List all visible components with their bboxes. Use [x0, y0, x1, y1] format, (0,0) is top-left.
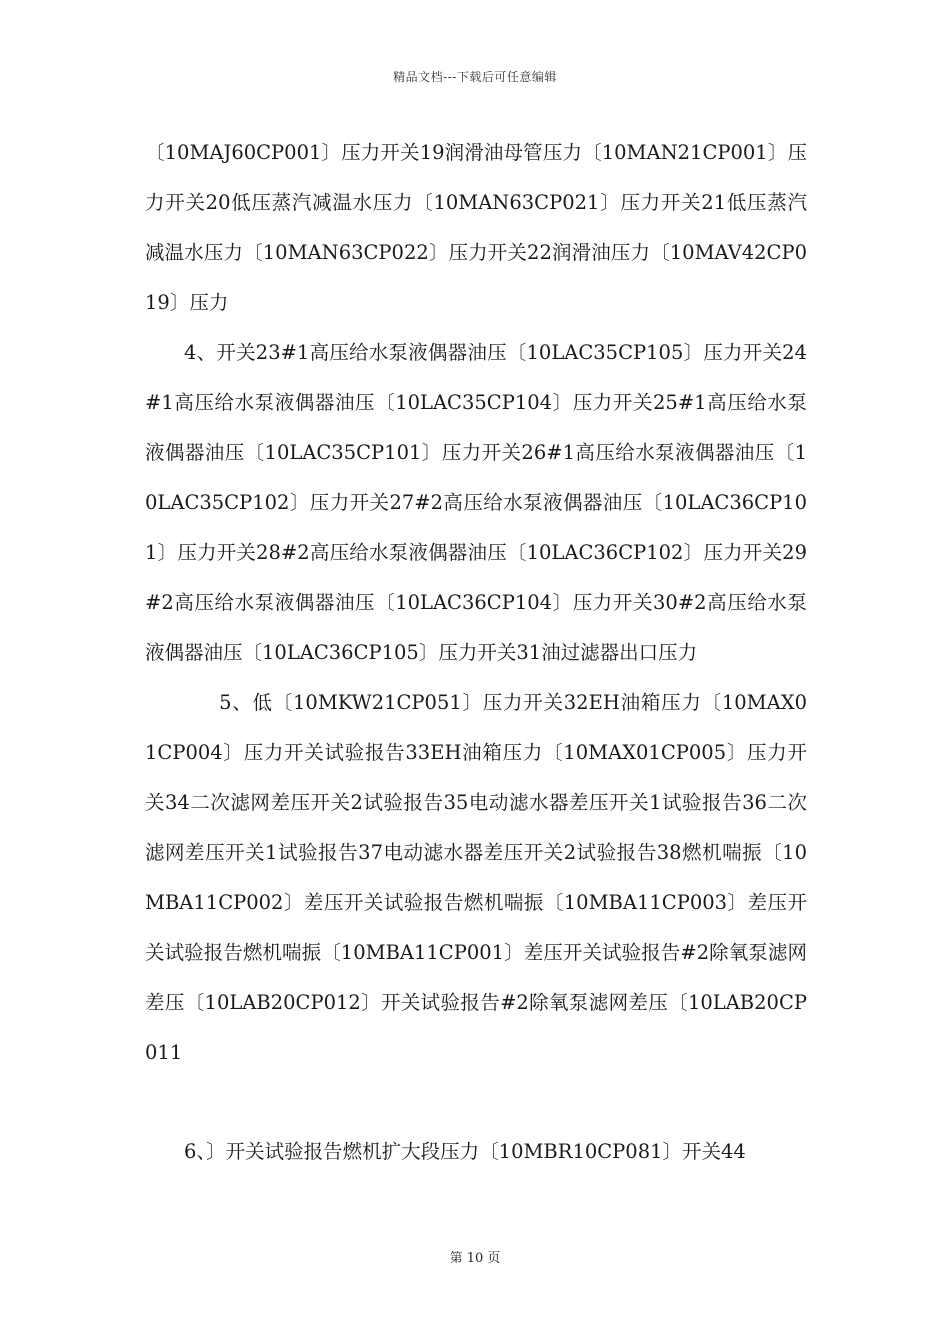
page-number: 第 10 页: [449, 1251, 501, 1266]
paragraph-3: 5、低〔10MKW21CP051〕压力开关32EH油箱压力〔10MAX01CP004〕压力开关试验报告33EH油箱压力〔10MAX01CP005〕压力开关34二次滤网差压开关2试验报告35电动滤水器差压开关1试验报告36二次滤网差压开关1试验报告37电动滤水器差压开关2试验报告38燃机喘振〔10MBA11CP002〕差压开关试验报告燃机喘振〔10MBA11CP003〕差压开关试验报告燃机喘振〔10MBA11CP001〕差压开关试验报告#2除氧泵滤网差压〔10LAB20CP012〕开关试验报告#2除氧泵滤网差压〔10LAB20CP011: [145, 691, 807, 1064]
page-header: 精品文档---下载后可任意编辑: [393, 70, 557, 84]
document-body: [145, 128, 807, 1177]
paragraph-1: 〔10MAJ60CP001〕压力开关19润滑油母管压力〔10MAN21CP001〕压力开关20低压蒸汽减温水压力〔10MAN63CP021〕压力开关21低压蒸汽减温水压力〔10MAN63CP022〕压力开关22润滑油压力〔10MAV42CP019〕压力: [145, 141, 807, 314]
paragraph-gap: [145, 1078, 807, 1127]
paragraph-4: 6、〕开关试验报告燃机扩大段压力〔10MBR10CP081〕开关44: [184, 1140, 746, 1163]
paragraph-2: 4、开关23#1高压给水泵液偶器油压〔10LAC35CP105〕压力开关24#1高压给水泵液偶器油压〔10LAC35CP104〕压力开关25#1高压给水泵液偶器油压〔10LAC35CP101〕压力开关26#1高压给水泵液偶器油压〔10LAC35CP102〕压力开关27#2高压给水泵液偶器油压〔10LAC36CP101〕压力开关28#2高压给水泵液偶器油压〔10LAC36CP102〕压力开关29#2高压给水泵液偶器油压〔10LAC36CP104〕压力开关30#2高压给水泵液偶器油压〔10LAC36CP105〕压力开关31油过滤器出口压力: [145, 341, 807, 664]
